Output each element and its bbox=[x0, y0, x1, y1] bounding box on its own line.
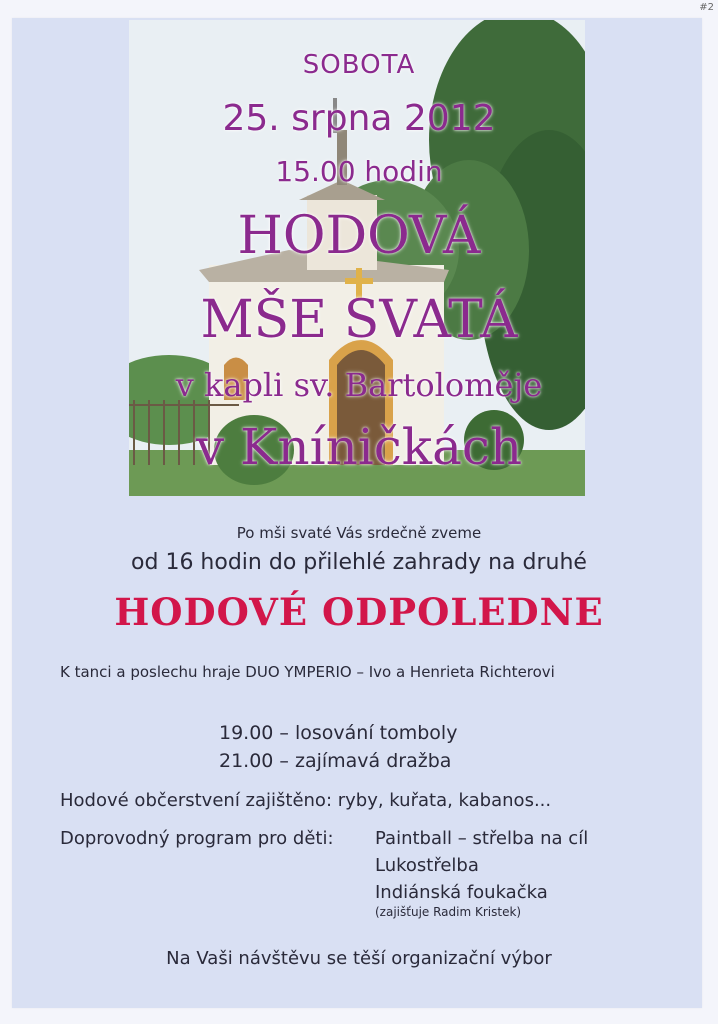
schedule-item: 19.00 – losování tomboly bbox=[219, 722, 458, 744]
event-date: 25. srpna 2012 bbox=[222, 98, 496, 139]
invitation-line-1: Po mši svaté Vás srdečně zveme bbox=[236, 524, 482, 542]
footer-text: Na Vaši návštěvu se těší organizační výbor bbox=[166, 948, 552, 969]
afternoon-headline: HODOVÉ ODPOLEDNE bbox=[114, 590, 604, 634]
event-time: 15.00 hodin bbox=[275, 155, 443, 188]
title-line-2: MŠE SVATÁ bbox=[200, 290, 518, 350]
page-number-mark: #2 bbox=[699, 2, 714, 13]
music-info: K tanci a poslechu hraje DUO YMPERIO – Ivo a Henrieta Richterovi bbox=[60, 663, 555, 681]
kids-program-item: Lukostřelba bbox=[375, 855, 479, 876]
title-line-1: HODOVÁ bbox=[237, 206, 481, 266]
invitation-line-2: od 16 hodin do přilehlé zahrady na druhé bbox=[131, 550, 587, 575]
event-place: v Kníničkách bbox=[195, 418, 523, 476]
kids-program-note: (zajišťuje Radim Kristek) bbox=[375, 905, 522, 919]
food-info: Hodové občerstvení zajištěno: ryby, kuřata, kabanos... bbox=[60, 790, 552, 811]
kids-program-item: Indiánská foukačka bbox=[375, 882, 548, 903]
event-location: v kapli sv. Bartoloměje bbox=[175, 366, 543, 404]
kids-program-item: Paintball – střelba na cíl bbox=[375, 828, 589, 849]
event-day: SOBOTA bbox=[302, 50, 416, 80]
kids-program-label: Doprovodný program pro děti: bbox=[60, 828, 334, 849]
schedule-item: 21.00 – zajímavá dražba bbox=[219, 750, 452, 772]
